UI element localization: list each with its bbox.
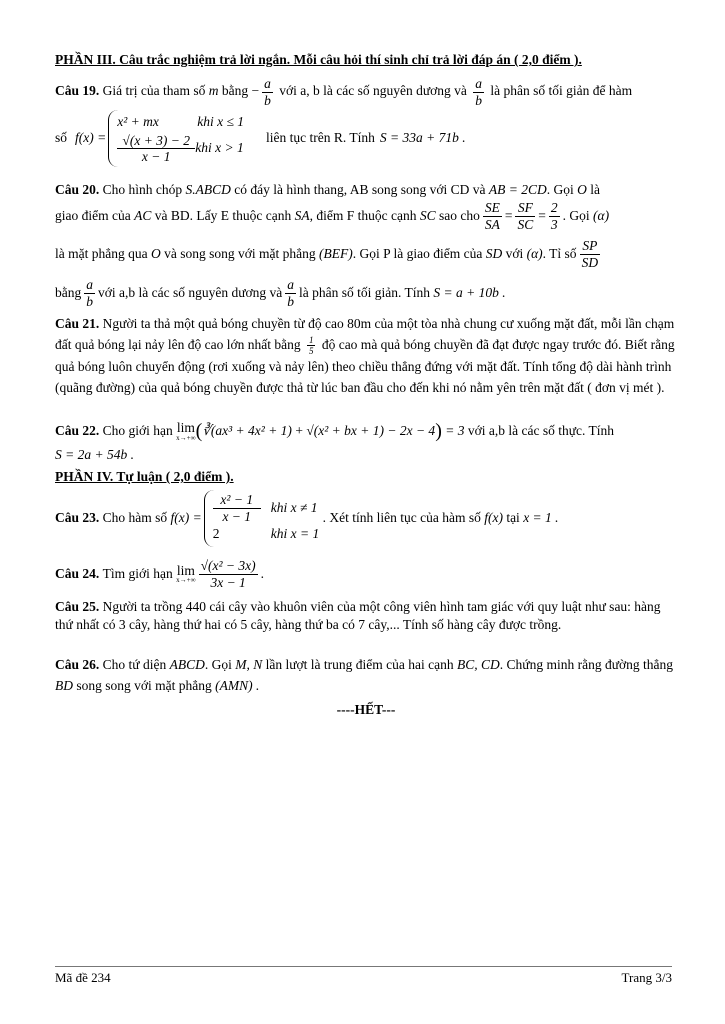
math-text-q23-fx: f(x) = (170, 510, 202, 526)
math-structure-14: ) (435, 420, 442, 442)
math-structure-6 (483, 200, 502, 232)
part4-header: PHẦN IV. Tự luận ( 2,0 điểm ). (55, 469, 234, 484)
math-structure-10 (84, 277, 95, 309)
q19-text4: là phân số tối giản để hàm (490, 83, 633, 99)
math-text-q21-t2: độ cao mà quả bóng chuyền đã đạt được ngay trước đó. Biết rằng quả bóng luôn chuyển động (rơi xuống và nảy lên) theo chiều thẳng đứng với mặt đất. Tính tổng độ dài hành trình (quãng đường) của quả bóng chuyền được thả từ lúc ban đầu cho đến khi nó nằm yên trên mặt đất ( đơn vị mét ). (55, 336, 675, 395)
math-text-q22-t2: với a,b là các số thực. Tính (467, 423, 615, 439)
math-text-q20-t4: là (590, 182, 600, 197)
math-text-q23-x1: x = 1 . (523, 510, 559, 526)
math-text-q20-SA2: SA (484, 216, 500, 232)
question-24 (55, 558, 677, 590)
math-text-q24-sub: x→+∞ (176, 576, 196, 585)
math-text-q20-eq1: AB = 2CD (488, 182, 547, 197)
math-structure-4 (117, 133, 244, 165)
math-text-q24-num: √(x² − 3x) (200, 558, 256, 573)
math-text-q26-t2: . Gọi (204, 657, 232, 672)
math-text-q26-MN: M, N (235, 657, 263, 672)
math-text-q21-t1: Người ta thả một quả bóng chuyền từ độ cao 80m của một tòa nhà chung cư xuống mặt đất, mỗi lần chạm đất quả bóng lại nảy lên độ cao lớn nhất bằng (55, 316, 675, 352)
q19-S: S = 33a + 71b . (379, 130, 466, 146)
math-structure-5 (117, 133, 195, 165)
math-text-q24-dot: . (260, 565, 265, 581)
math-text-q25-t1: Người ta trồng 440 cái cây vào khuôn viên của một công viên hình tam giác với quy luật như sau: hàng thứ nhất có 3 cây, hàng thứ hai có 5 cây, hàng thứ ba có 7 cây,... Tính số hàng cây được trồng. (55, 599, 661, 633)
math-text-q23-t3: tại (506, 510, 520, 526)
math-text-q20-AC: AC (134, 207, 152, 223)
math-text-q20-pyr: S.ABCD (185, 182, 231, 197)
math-text-q20-alpha: (α) (526, 245, 543, 261)
math-text-q23-label: Câu 23. (55, 510, 100, 526)
part3-header: PHẦN III. Câu trắc nghiệm trả lời ngắn. Mỗi câu hỏi thí sinh chỉ trả lời đáp án ( 2,0 điểm ). (55, 52, 582, 67)
math-text-q22-sub: x→+∞ (176, 433, 196, 442)
math-text-q20-t9: . Gọi (562, 207, 590, 223)
math-structure-8 (549, 200, 560, 232)
footer-divider (55, 966, 672, 967)
q19-text1: Giá trị của tham số (102, 83, 206, 99)
question-26 (55, 655, 677, 697)
math-text-q26-t1: Cho tứ diện (102, 657, 167, 672)
math-text-q26-label: Câu 26. (55, 657, 100, 672)
q19-minus: − (251, 83, 260, 99)
math-text-q26-ABCD: ABCD (169, 657, 205, 672)
math-text-q22-S: S = 2a + 54b . (55, 447, 134, 462)
math-structure-18 (213, 524, 319, 545)
q19-frac-ab-2 (473, 76, 484, 108)
q19-text3: với a, b là các số nguyên dương và (279, 83, 467, 99)
math-structure-12 (307, 335, 316, 357)
q19-text2: bằng (221, 83, 249, 99)
math-text-q20-t7: , điểm F thuộc cạnh (309, 207, 417, 223)
math-text-q26-t3: lần lượt là trung điểm của hai cạnh (265, 657, 454, 672)
math-text-q20-BEF: (BEF) (318, 245, 353, 261)
math-text-q19-b: b (264, 92, 271, 108)
math-text-q25-label: Câu 25. (55, 599, 100, 614)
math-text-q23-den: x − 1 (222, 508, 252, 524)
math-text-q23-two: 2 (212, 526, 220, 542)
math-text-q22-expr2: √(x² + bx + 1) (306, 423, 384, 439)
math-text-q22-eq: = 3 (445, 423, 465, 439)
q19-so: số (55, 130, 68, 146)
math-text-q19-a: a (475, 76, 483, 91)
math-text-q23-fx2: f(x) (484, 510, 503, 526)
math-text-q20-SF: SF (515, 200, 535, 217)
math-text-q19-b: b (475, 92, 483, 108)
math-text-q24-lim: lim (176, 562, 195, 578)
math-text-q20-t6: và BD. Lấy E thuộc cạnh (154, 207, 292, 223)
question-19 (55, 76, 677, 108)
math-structure-19 (199, 558, 258, 590)
math-text-q19-b: b (287, 293, 295, 309)
math-text-q19-case1_cond: khi x ≤ 1 (197, 114, 245, 129)
question-20 (55, 180, 677, 201)
math-text-q20-t2: có đáy là hình thang, AB song song với CD và (234, 182, 486, 197)
math-text-q23-t1: Cho hàm số (102, 510, 168, 526)
q20-line2: giao điểm của AC và BD. Lấy E thuộc cạnh SA , điểm F thuộc cạnh SC sao cho $\frac{SE}{SA}$ = $\frac{SF}{SC}$ = $\frac{2}{3}$ . Gọi (α) (55, 200, 610, 232)
math-text-q26-t4: . Chứng minh rằng đường thẳng (499, 657, 674, 672)
math-structure-11 (285, 277, 296, 309)
math-structure-17 (213, 492, 261, 524)
math-text-q20-O: O (150, 245, 161, 261)
q19-piecewise (108, 110, 244, 167)
math-text-q23-t2: . Xét tính liên tục của hàm số (322, 510, 481, 526)
math-text-q20-three: 3 (550, 216, 558, 232)
math-text-q23-num: x² − 1 (213, 492, 261, 509)
math-text-q21-one: 1 (308, 334, 314, 345)
footer-page-number: Trang 3/3 (621, 970, 672, 985)
q19-frac-ab (262, 76, 273, 108)
question-23 (55, 490, 677, 547)
q19-m: m (208, 83, 219, 99)
math-text-q19-b: b (86, 293, 93, 309)
q19-function (55, 110, 677, 167)
math-text-q19-a: a (264, 76, 271, 91)
end-mark: ----HẾT--- (336, 702, 396, 717)
q19-fx: f(x) = (75, 130, 107, 146)
question-21 (55, 314, 677, 399)
math-text-q20-t3: . Gọi (546, 182, 574, 197)
math-text-q26-BD: BD (55, 677, 73, 693)
math-text-q20-SE: SE (484, 200, 500, 215)
math-text-q20-t5: giao điểm của (55, 207, 131, 223)
math-text-q24-den: 3x − 1 (210, 574, 246, 590)
math-text-q19-case2_num: √(x + 3) − 2 (117, 133, 195, 150)
math-structure-3 (117, 112, 244, 133)
math-text-q20-S: S = a + 10b . (433, 284, 506, 300)
math-text-q22-t1: Cho giới hạn (102, 423, 173, 439)
math-text-q20-SC2: SC (517, 216, 534, 232)
math-text-q24-label: Câu 24. (55, 565, 100, 581)
math-structure-7 (515, 200, 535, 232)
math-text-q26-AMN: (AMN) . (215, 677, 260, 693)
math-text-q19-a: a (287, 277, 295, 292)
math-text-q19-case1_expr: x² + mx (117, 114, 159, 129)
math-text-q22-lim: lim (176, 420, 195, 436)
math-text-q22-plus: + (295, 423, 303, 439)
footer-exam-code: Mã đề 234 (55, 970, 111, 985)
math-text-q21-five: 5 (308, 346, 314, 357)
math-text-q19-case2_den: x − 1 (141, 149, 171, 165)
math-structure-13: ( (195, 420, 203, 442)
math-structure-16 (213, 492, 319, 524)
math-text-q20-SA: SA (294, 207, 310, 223)
math-text-q23-cond2: khi x = 1 (270, 526, 320, 542)
math-text-q20-t14: . Tỉ số (542, 245, 577, 261)
q19-text6: liên tục trên R. Tính (266, 130, 375, 146)
math-text-q20-t1: Cho hình chóp (102, 182, 183, 197)
q20-label: Câu 20. (55, 182, 100, 197)
math-text-q20-SC: SC (419, 207, 436, 223)
math-structure-15 (204, 490, 319, 547)
math-structure-9 (580, 238, 601, 270)
math-text-q19-case2_cond: khi x > 1 (195, 140, 244, 156)
math-text-q20-t11: và song song với mặt phẳng (164, 245, 316, 261)
math-text-q22-expr1: ∛(ax³ + 4x² + 1) (202, 423, 292, 439)
question-22 (55, 416, 677, 447)
math-text-q19-a: a (86, 277, 93, 292)
math-text-q20-SD: SD (485, 245, 503, 261)
math-text-q20-two: 2 (550, 200, 558, 215)
q20-line3 (55, 238, 677, 270)
q19-label: Câu 19. (55, 83, 100, 99)
math-text-q20-SP: SP (580, 238, 601, 255)
math-text-q20-t8: sao cho (438, 207, 480, 223)
math-text-q20-alpha: (α) (592, 207, 610, 223)
math-text-q20-SD: SD (581, 254, 599, 270)
math-text-q23-cond1: khi x ≠ 1 (270, 499, 318, 515)
math-text-q20-t12: . Gọi P là giao điểm của (352, 245, 483, 261)
math-text-q20-t10: là mặt phẳng qua (55, 245, 148, 261)
q21-label: Câu 21. (55, 316, 100, 331)
math-text-q20-t16: với a,b là các số nguyên dương và (98, 284, 283, 300)
math-text-q22-expr3: − 2x − 4 (387, 423, 436, 439)
question-25 (55, 598, 677, 634)
math-text-q26-t5: song song với mặt phẳng (76, 677, 212, 693)
math-text-q20-t17: là phân số tối giản. Tính (299, 284, 431, 300)
math-text-q22-label: Câu 22. (55, 423, 100, 439)
math-text-q24-t1: Tìm giới hạn (102, 565, 173, 581)
math-text-q26-BCCD: BC, CD (457, 657, 500, 672)
q20-line4 (55, 277, 677, 309)
math-text-q20-t13: với (505, 245, 524, 261)
q22-S (55, 445, 677, 466)
math-text-q20-t15: bằng (55, 284, 82, 300)
math-text-q20-O: O (577, 182, 587, 197)
